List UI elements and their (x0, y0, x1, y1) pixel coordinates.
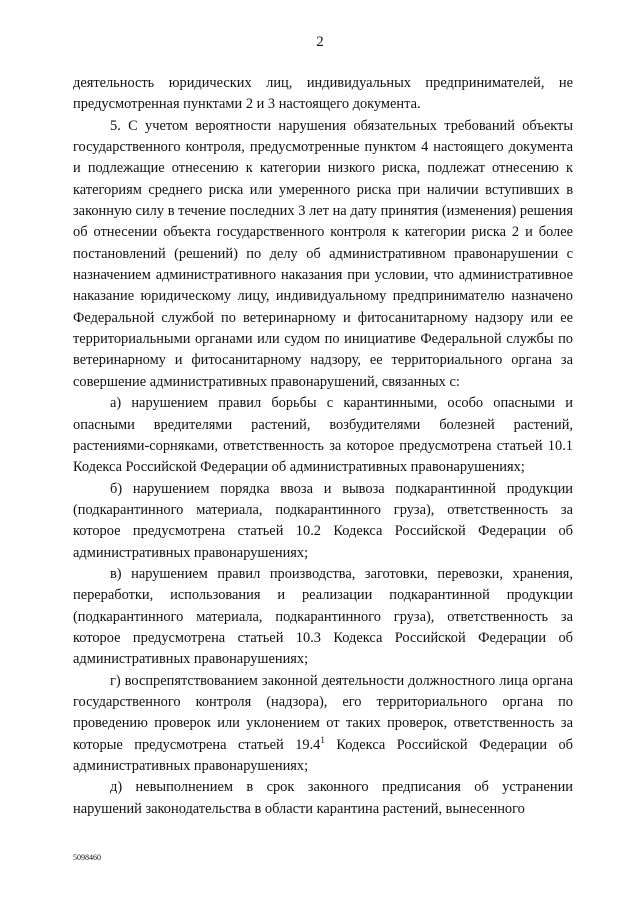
paragraph-subitem-d: д) невыполнением в срок законного предписания об устранении нарушений законодательства в области карантина растений, вынесенного (73, 779, 573, 817)
paragraph-subitem-v: в) нарушением правил производства, заготовки, перевозки, хранения, переработки, использования и реализации подкарантинной продукции (подкарантинного материала, подкарантинного груза), ответственность за которое предусмотрена статьей 10.3 Кодекса Российской Федерации об административных правонарушениях; (73, 565, 573, 668)
paragraph-subitem-a: а) нарушением правил борьбы с карантинными, особо опасными и опасными вредителями растений, возбудителями болезней растений, растениями-сорняками, ответственность за которое предусмотрена статьей 10.1 Кодекса Российской Федерации об административных правонарушениях; (73, 395, 573, 476)
subitem-g-text-after: Кодекса Российской Федерации об административных правонарушениях; (73, 736, 573, 774)
paragraph-subitem-g (73, 671, 573, 778)
paragraph-continuation: деятельность юридических лиц, индивидуальных предпринимателей, не предусмотренная пунктами 2 и 3 настоящего документа. (73, 75, 573, 113)
page-number: 2 (316, 34, 324, 50)
document-code: 5098460 (73, 853, 101, 862)
paragraph-item-5: 5. С учетом вероятности нарушения обязательных требований объекты государственного контроля, предусмотренные пунктом 4 настоящего документа и подлежащие отнесению к категории низкого риска, подлежат отнесению к категориям среднего риска или умеренного риска при наличии вступивших в законную силу в течение последних 3 лет на дату принятия (изменения) решения об отнесении объекта государственного контроля к категории риска 2 и более постановлений (решений) по делу об административном правонарушении с назначением административного наказания при условии, что административное наказание юридическому лицу, индивидуальному предпринимателю назначено Федеральной службой по ветеринарному и фитосанитарному надзору или ее территориальными органами или судом по инициативе Федеральной службы по ветеринарному и фитосанитарному надзору, ее территориального органа за совершение административных правонарушений, связанных с: (73, 117, 573, 390)
paragraph-subitem-b: б) нарушением порядка ввоза и вывоза подкарантинной продукции (подкарантинного материала, подкарантинного груза), ответственность за которое предусмотрена статьей 10.2 Кодекса Российской Федерации об административных правонарушениях; (73, 480, 573, 561)
document-body (73, 73, 573, 820)
subitem-g-text-before: г) воспрепятствованием законной деятельности должностного лица органа государственного контроля (надзора), его территориального органа по проведению проверок или уклонением от таких проверок, ответственность за которые предусмотрена статьей 19.4 (73, 672, 573, 753)
article-superscript: 1 (320, 734, 325, 745)
